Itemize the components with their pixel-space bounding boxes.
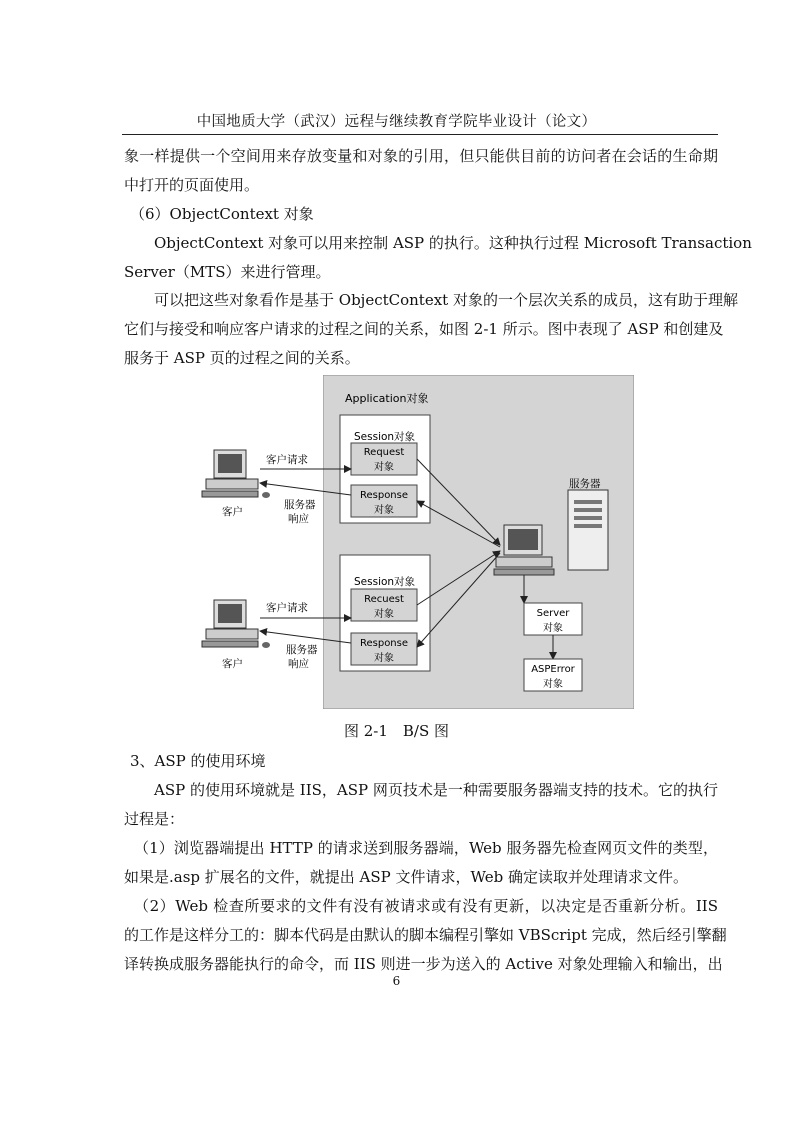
body-line: 服务于 ASP 页的过程之间的关系。	[124, 349, 360, 367]
client-label-top: 客户	[222, 506, 243, 518]
session-label-top: Session对象	[354, 431, 416, 443]
server-response-bottom-1: 服务器	[286, 644, 318, 656]
request-sub-bottom: 对象	[374, 609, 394, 620]
application-label: Application对象	[345, 392, 429, 405]
body-line: 过程是：	[124, 810, 185, 828]
response-label-bottom: Response	[359, 638, 409, 649]
header-rule	[122, 134, 718, 135]
request-sub-top: 对象	[374, 462, 394, 473]
running-header: 中国地质大学（武汉）远程与继续教育学院毕业设计（论文）	[196, 114, 597, 130]
body-line: 的工作是这样分工的：脚本代码是由默认的脚本编程引擎如 VBScript 完成，然后经引擎翻	[124, 926, 727, 944]
bs-diagram	[188, 375, 634, 709]
server-response-bottom-2: 响应	[288, 658, 309, 670]
response-sub-bottom: 对象	[374, 653, 394, 664]
session-label-bottom: Session对象	[354, 576, 416, 588]
body-line: 可以把这些对象看作是基于 ObjectContext 对象的一个层次关系的成员，这有助于理解	[154, 291, 738, 309]
body-line: 如果是.asp 扩展名的文件，就提出 ASP 文件请求，Web 确定读取并处理请求文件。	[124, 868, 688, 886]
page-number: 6	[392, 974, 401, 988]
server-response-top-2: 响应	[288, 513, 309, 525]
body-line: （1）浏览器端提出 HTTP 的请求送到服务器端，Web 服务器先检查网页文件的类型，	[134, 839, 718, 857]
section-heading: （6）ObjectContext 对象	[130, 205, 314, 223]
response-label-top: Response	[359, 490, 409, 501]
body-line: Server（MTS）来进行管理。	[124, 263, 331, 281]
request-label-bottom: Recuest	[364, 594, 404, 605]
request-label-top: Request	[363, 447, 405, 458]
body-line: 译转换成服务器能执行的命令，而 IIS 则进一步为送入的 Active 对象处理输入和输出，出	[124, 955, 723, 973]
server-object-label: Server	[536, 608, 570, 619]
response-sub-top: 对象	[374, 505, 394, 516]
server-machine-label: 服务器	[569, 478, 601, 490]
client-request-bottom: 客户请求	[266, 602, 308, 614]
body-line: 象一样提供一个空间用来存放变量和对象的引用，但只能供目前的访问者在会话的生命期	[124, 147, 718, 165]
body-line: 它们与接受和响应客户请求的过程之间的关系，如图 2-1 所示。图中表现了 ASP 和创建及	[124, 320, 724, 338]
client-request-top: 客户请求	[266, 454, 308, 466]
server-response-top-1: 服务器	[284, 499, 316, 511]
figure-caption: 图 2-1 B/S 图	[343, 722, 450, 740]
section-heading: 3、ASP 的使用环境	[130, 752, 266, 770]
client-label-bottom: 客户	[222, 658, 243, 670]
server-object-sub: 对象	[543, 623, 563, 634]
body-line: 中打开的页面使用。	[124, 176, 260, 194]
body-line: ASP 的使用环境就是 IIS，ASP 网页技术是一种需要服务器端支持的技术。它的执行	[154, 781, 718, 799]
body-line: （2）Web 检查所要求的文件有没有被请求或有没有更新，以决定是否重新分析。IIS	[134, 897, 718, 915]
body-line: ObjectContext 对象可以用来控制 ASP 的执行。这种执行过程 Microsoft Transaction	[154, 234, 752, 252]
asperror-object-sub: 对象	[543, 679, 563, 690]
asperror-object-label: ASPError	[531, 664, 575, 675]
